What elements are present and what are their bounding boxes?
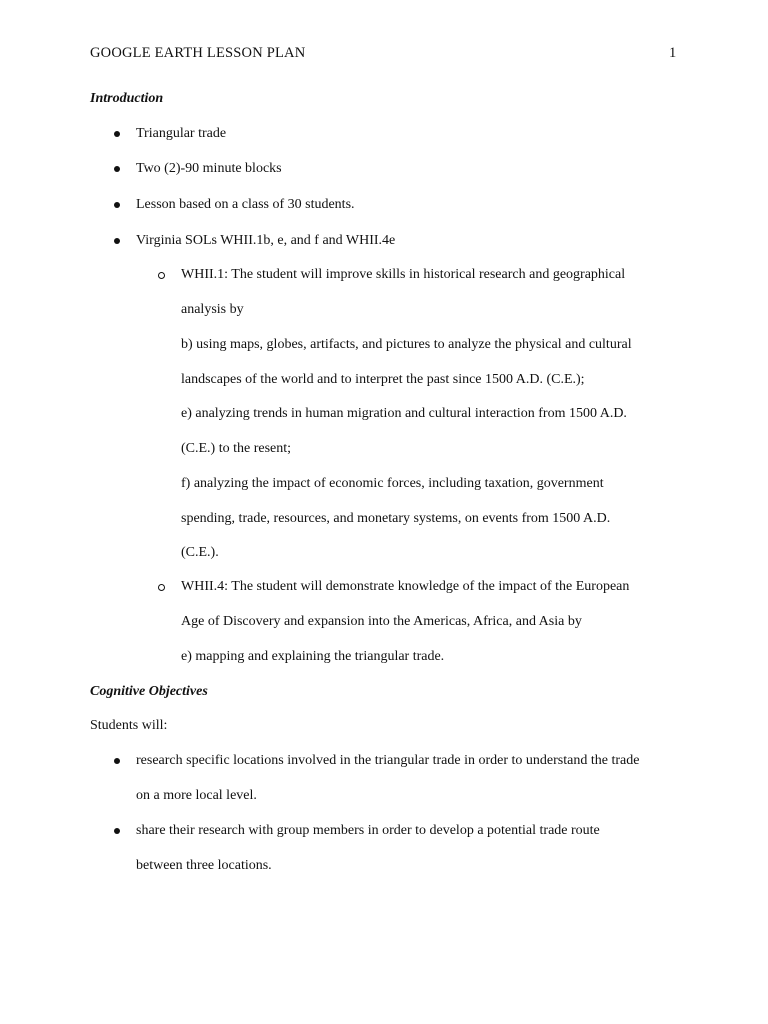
introduction-heading: Introduction	[90, 91, 164, 106]
whii4-line-2: Age of Discovery and expansion into the Americas, Africa, and Asia by	[181, 614, 582, 629]
whii1-line-3: b) using maps, globes, artifacts, and pictures to analyze the physical and cultural	[181, 337, 632, 352]
whii1-line-5: e) analyzing trends in human migration and cultural interaction from 1500 A.D.	[181, 406, 627, 421]
whii4-line-3: e) mapping and explaining the triangular trade.	[181, 649, 445, 664]
whii1-line-7: f) analyzing the impact of economic forces, including taxation, government	[181, 476, 604, 491]
bullet-dot-icon	[114, 202, 120, 208]
whii1-line-1: WHII.1: The student will improve skills in historical research and geographical	[181, 267, 626, 282]
whii1-line-6: (C.E.) to the resent;	[181, 441, 292, 456]
intro-bullet-2: Two (2)-90 minute blocks	[136, 161, 282, 176]
whii1-line-2: analysis by	[181, 302, 244, 317]
intro-bullet-1: Triangular trade	[136, 126, 227, 141]
cognitive-objectives-heading: Cognitive Objectives	[90, 684, 208, 699]
intro-bullet-4: Virginia SOLs WHII.1b, e, and f and WHII.4e	[136, 233, 396, 248]
objective-1-line-1: research specific locations involved in the triangular trade in order to understand the trade	[136, 753, 640, 768]
whii1-line-4: landscapes of the world and to interpret the past since 1500 A.D. (C.E.);	[181, 372, 585, 387]
bullet-dot-icon	[114, 238, 120, 244]
bullet-circle-icon	[158, 272, 165, 279]
running-head: GOOGLE EARTH LESSON PLAN	[90, 45, 306, 61]
students-will-text: Students will:	[90, 718, 168, 733]
whii1-line-9: (C.E.).	[181, 545, 219, 560]
bullet-dot-icon	[114, 758, 120, 764]
page-number: 1	[669, 45, 677, 61]
bullet-circle-icon	[158, 584, 165, 591]
whii1-line-8: spending, trade, resources, and monetary systems, on events from 1500 A.D.	[181, 511, 611, 526]
intro-bullet-3: Lesson based on a class of 30 students.	[136, 197, 355, 212]
whii4-line-1: WHII.4: The student will demonstrate knowledge of the impact of the European	[181, 579, 630, 594]
objective-2-line-2: between three locations.	[136, 858, 272, 873]
bullet-dot-icon	[114, 131, 120, 137]
objective-2-line-1: share their research with group members in order to develop a potential trade route	[136, 823, 600, 838]
bullet-dot-icon	[114, 828, 120, 834]
bullet-dot-icon	[114, 166, 120, 172]
objective-1-line-2: on a more local level.	[136, 788, 257, 803]
